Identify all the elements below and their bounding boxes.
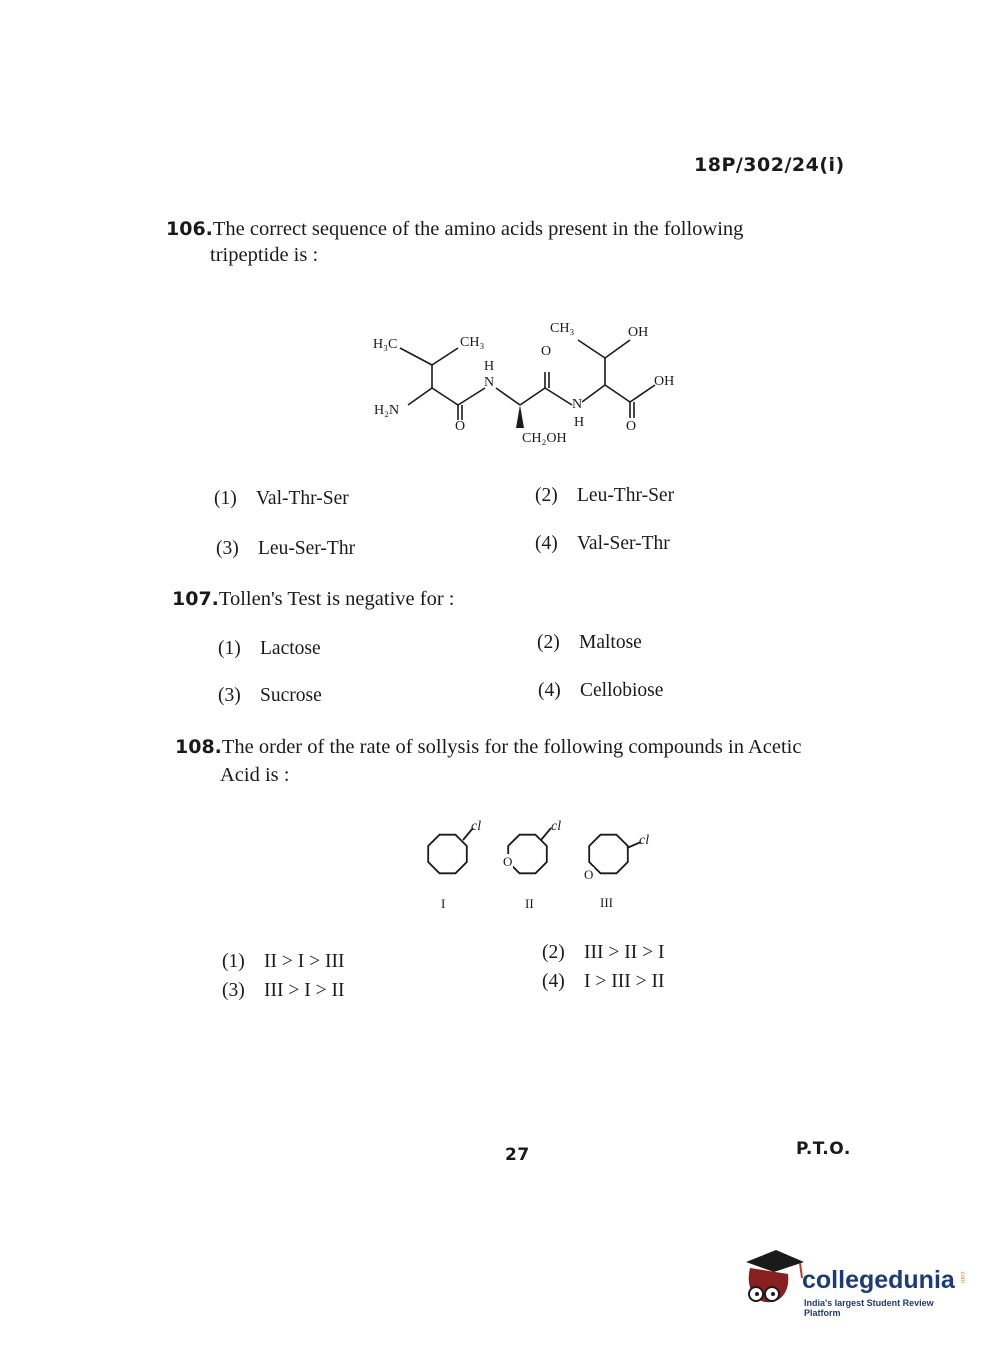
option-number: (2) xyxy=(542,942,565,963)
option-text: Cellobiose xyxy=(580,680,664,701)
collegedunia-watermark xyxy=(740,1248,970,1318)
option-text: Val-Ser-Thr xyxy=(577,533,670,554)
cyclic-compounds-structure xyxy=(405,810,675,920)
option-text: I > III > II xyxy=(584,971,665,992)
option-108-3 xyxy=(222,980,344,1002)
question-number: 108. xyxy=(175,736,222,758)
option-number: (2) xyxy=(535,485,558,506)
option-107-3 xyxy=(218,685,322,707)
label-o1: O xyxy=(455,419,466,434)
option-106-2 xyxy=(535,485,674,507)
question-text-continued: Acid is : xyxy=(220,764,290,786)
label-o3: O xyxy=(626,419,637,434)
question-text-continued: tripeptide is : xyxy=(210,244,319,266)
label-o2: O xyxy=(541,344,552,359)
option-number: (4) xyxy=(538,680,561,701)
label-ch3-right: CH₃ xyxy=(550,321,575,336)
wedge-bond xyxy=(516,405,524,428)
option-number: (3) xyxy=(216,538,239,559)
paper-code: 18P/302/24(i) xyxy=(694,154,845,176)
question-text: The order of the rate of sollysis for the following compounds in Acetic xyxy=(221,736,802,758)
question-108 xyxy=(175,736,801,759)
option-text: II > I > III xyxy=(264,951,345,972)
option-108-4 xyxy=(542,971,664,993)
brand-tagline: India's largest Student Review Platform xyxy=(804,1298,934,1318)
brand-suffix: .com xyxy=(959,1270,965,1284)
option-text: Leu-Ser-Thr xyxy=(258,538,356,559)
label-ch3-left: CH₃ xyxy=(460,335,485,350)
option-number: (1) xyxy=(214,488,237,509)
option-text: Maltose xyxy=(579,632,642,653)
label-oh1: OH xyxy=(628,325,649,340)
question-text: Tollen's Test is negative for : xyxy=(218,588,455,610)
option-number: (4) xyxy=(542,971,565,992)
option-number: (1) xyxy=(222,951,245,972)
option-text: III > I > II xyxy=(264,980,345,1001)
option-number: (4) xyxy=(535,533,558,554)
question-number: 107. xyxy=(172,588,219,610)
brand-name: collegedunia xyxy=(802,1266,955,1294)
option-number: (3) xyxy=(222,980,245,1001)
label-o-ring-3: O xyxy=(584,867,594,882)
label-cl-3: cl xyxy=(639,833,650,848)
label-compound-1: I xyxy=(441,896,446,911)
option-107-2 xyxy=(537,632,642,654)
option-107-1 xyxy=(218,638,321,660)
label-h-bottom: H xyxy=(574,415,585,430)
option-text: Leu-Thr-Ser xyxy=(577,485,675,506)
label-compound-3: III xyxy=(600,895,613,910)
option-number: (1) xyxy=(218,638,241,659)
option-106-1 xyxy=(214,488,349,510)
option-text: III > II > I xyxy=(584,942,665,963)
option-108-2 xyxy=(542,942,664,964)
label-cl-1: cl xyxy=(471,819,482,834)
option-text: Sucrose xyxy=(260,685,322,706)
label-o-ring-2: O xyxy=(503,854,513,869)
option-107-4 xyxy=(538,680,663,702)
option-text: Val-Thr-Ser xyxy=(256,488,349,509)
mascot-icon xyxy=(740,1248,804,1318)
label-h3c: H₃C xyxy=(373,337,398,352)
label-n2: N xyxy=(572,397,583,412)
option-number: (3) xyxy=(218,685,241,706)
label-h-top: H xyxy=(484,359,495,374)
option-number: (2) xyxy=(537,632,560,653)
label-n1: N xyxy=(484,375,495,390)
label-cl-2: cl xyxy=(551,819,562,834)
label-h2n: H₂N xyxy=(374,403,400,418)
option-text: Lactose xyxy=(260,638,321,659)
question-107 xyxy=(172,588,454,611)
label-ch2oh: CH₂OH xyxy=(522,431,567,446)
option-108-1 xyxy=(222,951,344,973)
question-number: 106. xyxy=(166,218,213,240)
option-106-3 xyxy=(216,538,355,560)
option-106-4 xyxy=(535,533,670,555)
label-oh2: OH xyxy=(654,374,675,389)
label-compound-2: II xyxy=(525,896,534,911)
page-number: 27 xyxy=(505,1145,530,1165)
question-106 xyxy=(166,218,743,241)
tripeptide-structure xyxy=(360,310,700,450)
pto-label: P.T.O. xyxy=(796,1139,851,1159)
question-text: The correct sequence of the amino acids present in the following xyxy=(212,218,744,240)
